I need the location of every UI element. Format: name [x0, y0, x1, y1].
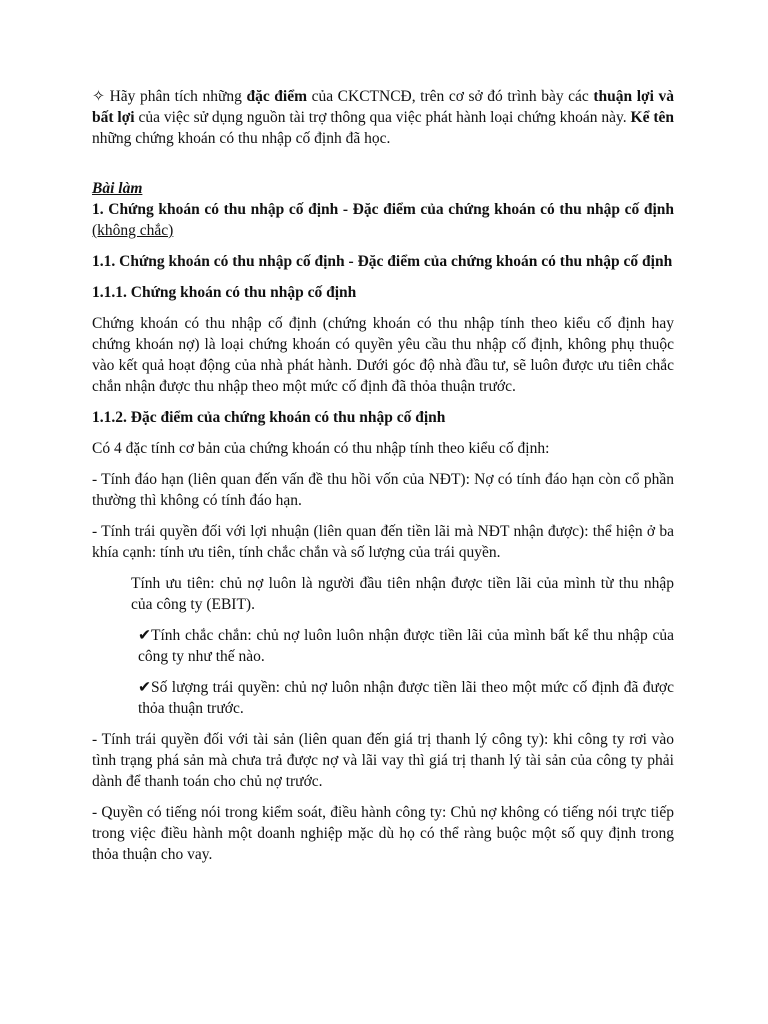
question-part-5: Kể tên: [630, 109, 674, 126]
section-1-note: (không chắc): [92, 222, 174, 239]
section-1-title: 1. Chứng khoán có thu nhập cố định - Đặc điểm của chứng khoán có thu nhập cố định: [92, 201, 674, 218]
section-1-1-1-heading: 1.1.1. Chứng khoán có thu nhập cố định: [92, 284, 357, 301]
maturity-paragraph: - Tính đáo hạn (liên quan đến vấn đề thu hồi vốn của NĐT): Nợ có tính đáo hạn còn cổ phần thường thì không có tính đáo hạn.: [92, 471, 674, 509]
question-part-0: Hãy phân tích những: [105, 88, 247, 105]
section-1-1-heading: 1.1. Chứng khoán có thu nhập cố định - Đặc điểm của chứng khoán có thu nhập cố định: [92, 253, 673, 270]
profit-claim-paragraph: - Tính trái quyền đối với lợi nhuận (liên quan đến tiền lãi mà NĐT nhận được): thể hiện ở ba khía cạnh: tính ưu tiên, tính chắc chắn và số lượng của trái quyền.: [92, 523, 674, 561]
question-part-1: đặc điểm: [246, 88, 308, 105]
asset-claim-paragraph: - Tính trái quyền đối với tài sản (liên quan đến giá trị thanh lý công ty): khi công ty rơi vào tình trạng phá sản mà chưa trả được nợ và lãi vay thì giá trị thanh lý tài sản của công ty phải dành để thanh toán cho chủ nợ trước.: [92, 731, 674, 790]
question-part-3: thuận lợi và bất lợi: [92, 88, 675, 126]
certainty-item: [92, 625, 674, 667]
section-1-1-2-heading: 1.1.2. Đặc điểm của chứng khoán có thu nhập cố định: [92, 409, 446, 426]
section-1-heading: [92, 199, 674, 241]
spacer: [92, 159, 674, 178]
priority-text: Tính ưu tiên: chủ nợ luôn là người đầu tiên nhận được tiền lãi của mình từ thu nhập của công ty (EBIT).: [131, 575, 674, 613]
question-paragraph: [92, 86, 674, 149]
question-part-4: của việc sử dụng nguồn tài trợ thông qua việc phát hành loại chứng khoán này.: [134, 109, 631, 126]
certainty-text: Tính chắc chắn: chủ nợ luôn luôn nhận được tiền lãi của mình bất kể thu nhập của công ty như thế nào.: [138, 627, 674, 665]
question-part-2: của CKCTNCĐ, trên cơ sở đó trình bày các: [307, 88, 594, 105]
spacer: [92, 244, 674, 251]
quantity-text: Số lượng trái quyền: chủ nợ luôn nhận được tiền lãi theo một mức cố định đã được thỏa thuận trước.: [138, 679, 674, 717]
voice-paragraph: - Quyền có tiếng nói trong kiểm soát, điều hành công ty: Chủ nợ không có tiếng nói trực tiếp trong việc điều hành một doanh nghiệp mặc dù họ có thể ràng buộc một số quy định trong thỏa thuận cho vay.: [92, 804, 674, 863]
priority-item: [92, 573, 674, 615]
section-1-1-2-intro: Có 4 đặc tính cơ bản của chứng khoán có thu nhập tính theo kiểu cố định:: [92, 440, 550, 457]
quantity-item: [92, 677, 674, 719]
bai-lam-title: Bài làm: [92, 180, 143, 197]
diamond-icon: ✧: [92, 88, 105, 105]
checkmark-icon: ✔: [138, 679, 151, 696]
checkmark-icon: ✔: [138, 627, 151, 644]
document-content: [92, 86, 674, 875]
section-1-1-1-body: Chứng khoán có thu nhập cố định (chứng khoán có thu nhập tính theo kiểu cố định hay chứng khoán nợ) là loại chứng khoán có quyền yêu cầu thu nhập cố định, không phụ thuộc vào kết quả hoạt động của nhà phát hành. Dưới góc độ nhà đầu tư, sẽ luôn được ưu tiên chắc chắn nhận được thu nhập theo một mức cố định đã thỏa thuận trước.: [92, 315, 674, 395]
question-part-6: những chứng khoán có thu nhập cố định đã học.: [92, 130, 391, 147]
